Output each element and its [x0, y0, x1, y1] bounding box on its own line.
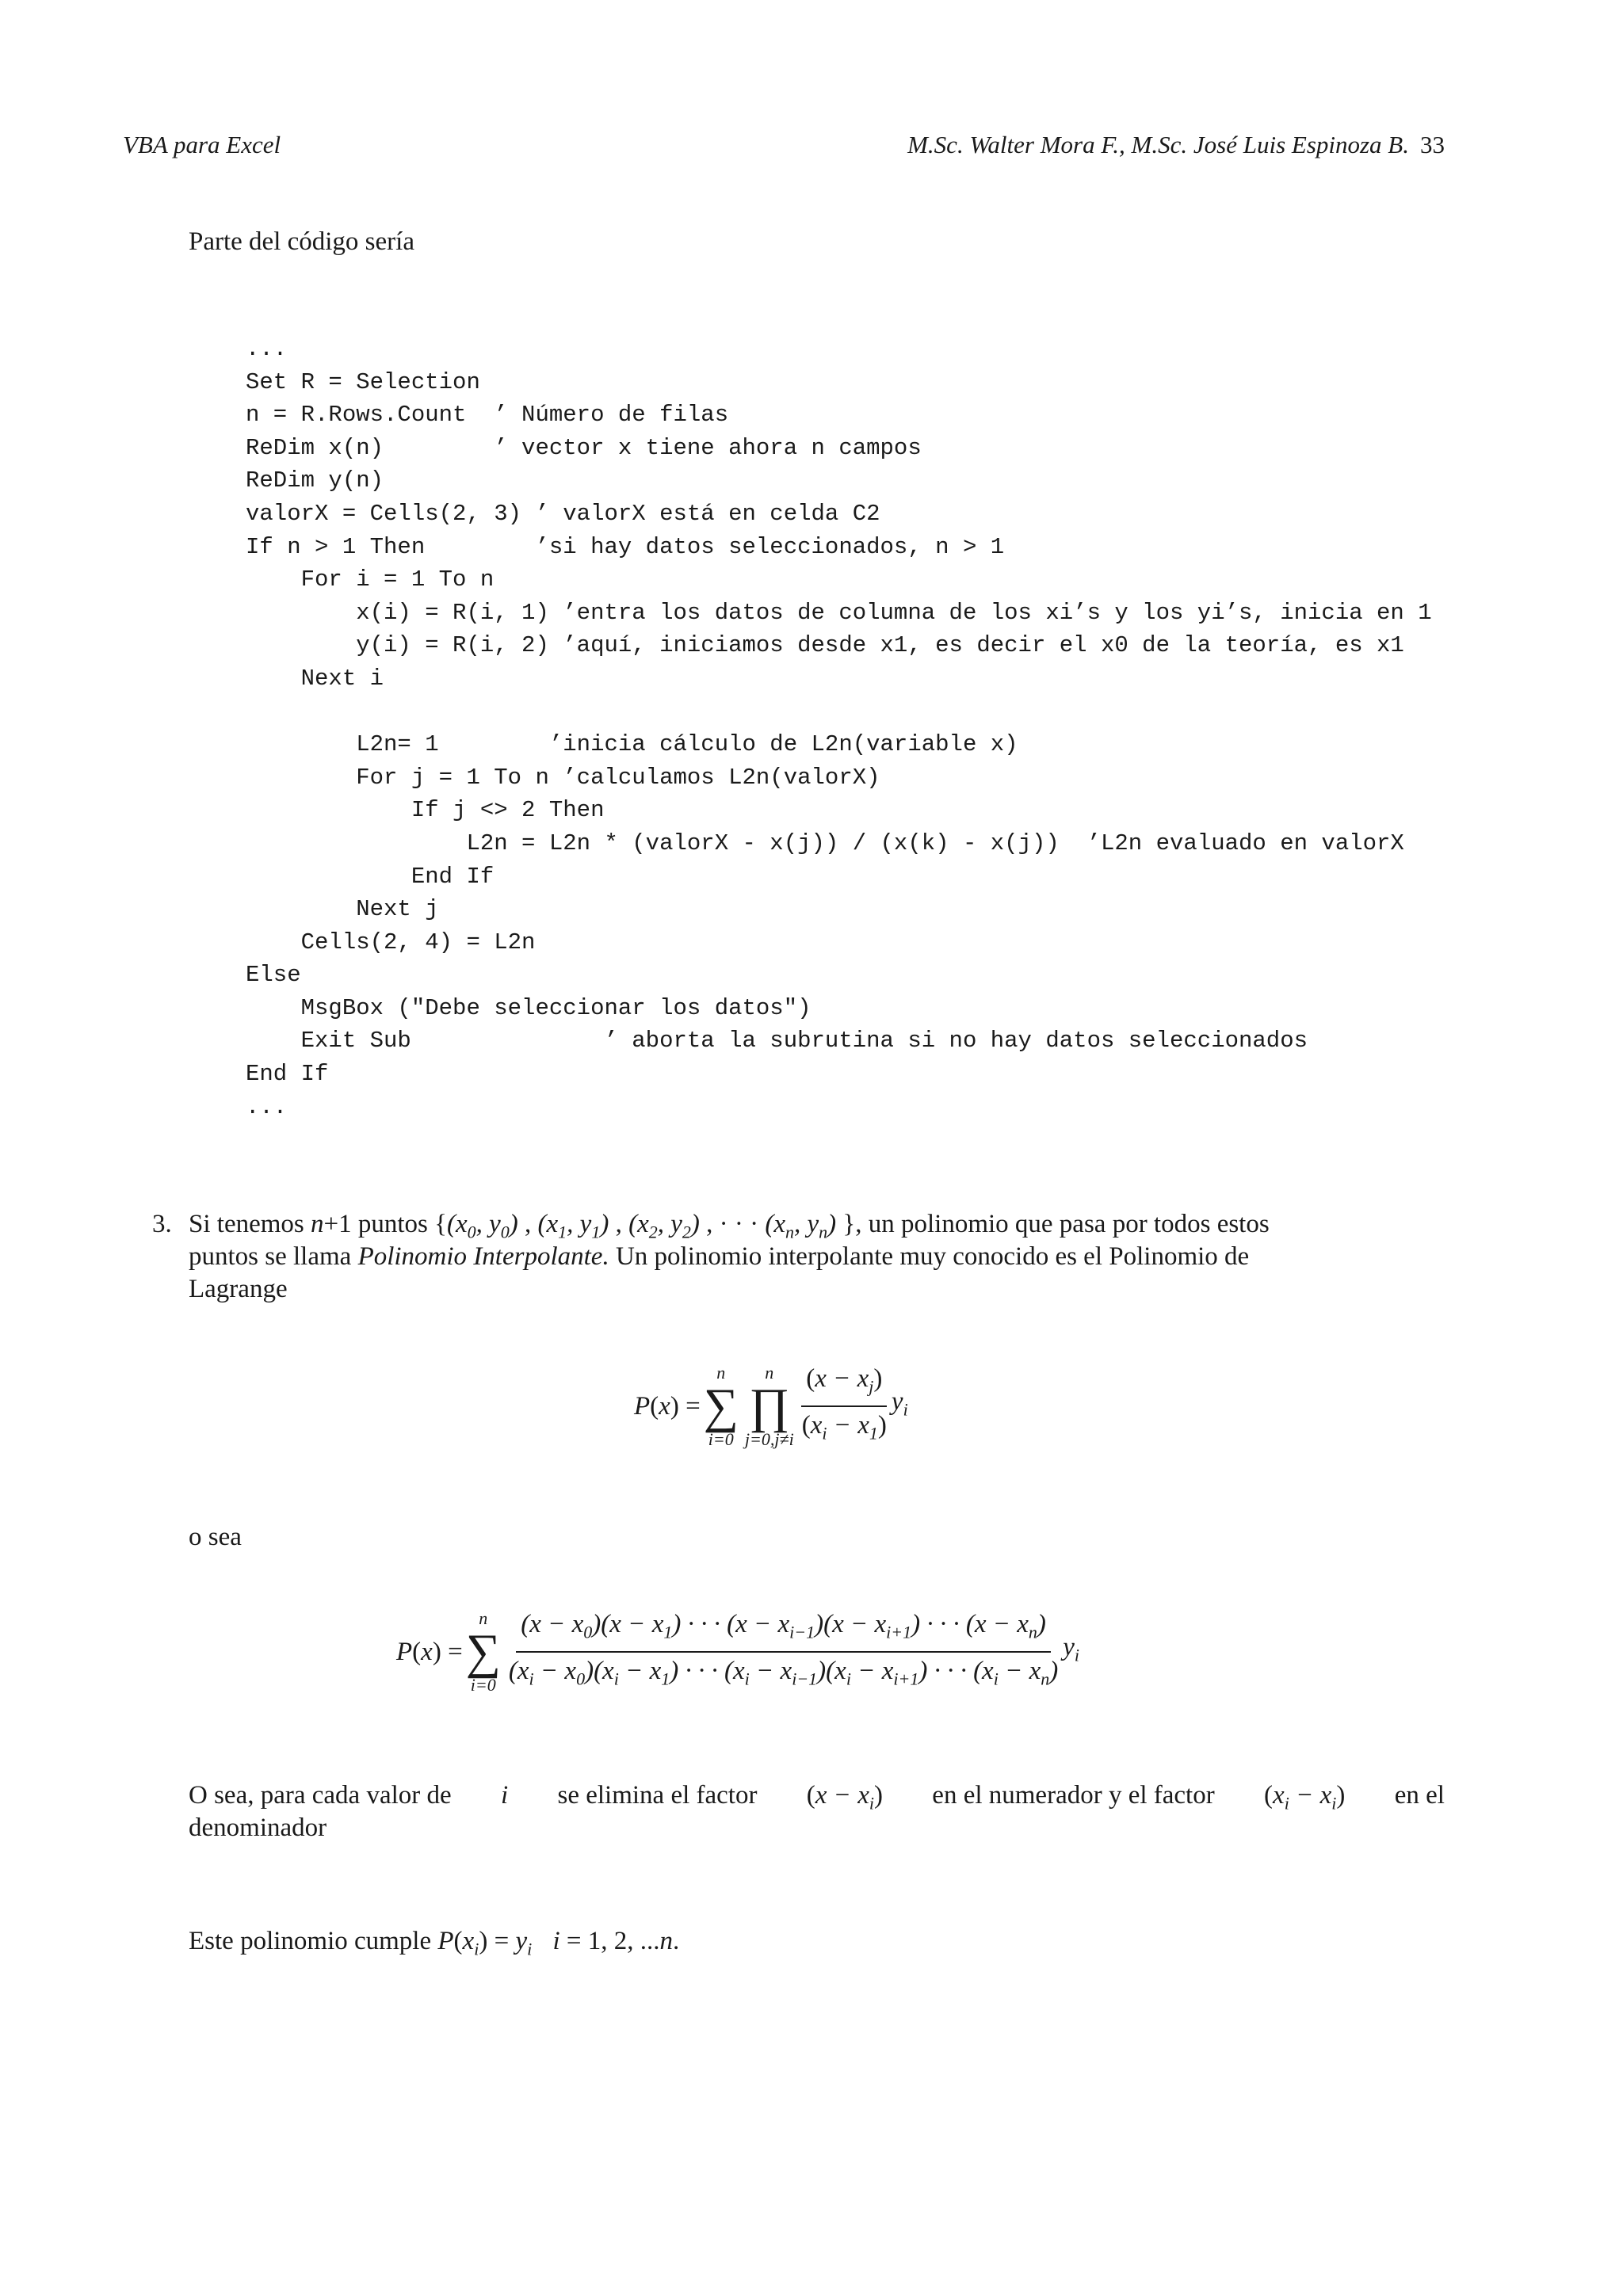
item3-text-a: Si tenemos [189, 1210, 304, 1238]
code-line: ... [246, 1093, 288, 1120]
code-line: Else [246, 962, 301, 989]
sigma-symbol-2: ∑ [465, 1624, 501, 1679]
term-polinomio-interpolante: Polinomio Interpolante. [357, 1242, 609, 1271]
item3-line2-b: Un polinomio interpolante muy conocido es el Polinomio de [615, 1242, 1250, 1271]
item3-text-c: , un polinomio que pasa por todos estos [855, 1210, 1270, 1238]
points-set: {($x_0$, $y_0$) , ($x_1$, $y_1$) , ($x_2$, $y_2$) , · · · ($x_n$, $y_n$) } [434, 1210, 856, 1242]
sum2-lower-limit: i=0 [470, 1674, 496, 1695]
summation-operator-2 [466, 1609, 501, 1695]
code-line: ... [246, 336, 288, 362]
code-line: For j = 1 To n ’calculamos L2n(valorX) [246, 764, 880, 791]
sigma-symbol: ∑ [703, 1379, 739, 1433]
closing-a: Este polinomio cumple [189, 1927, 432, 1955]
closing-sentence [189, 1925, 679, 1966]
item3-line2-a: puntos se llama [189, 1242, 352, 1271]
code-line: L2n= 1 ’inicia cálculo de L2n(variable x) [246, 731, 1018, 758]
code-line: Exit Sub ’ aborta la subrutina si no hay datos seleccionados [246, 1028, 1308, 1055]
code-line: For i = 1 To n [246, 566, 495, 593]
explanation-c: en el numerador y el factor [932, 1781, 1215, 1810]
formula2-denominator: $(x_i - x_0)(x_i - x_1)$ · · · $(x_i - x_{i-1})(x_i - x_{i+1})$ · · · $(x_i - x_n)$ [508, 1656, 1059, 1689]
item3-line2 [189, 1241, 1249, 1272]
sum2-upper-limit: n [479, 1608, 488, 1628]
closing-range: i = 1, 2, ...n. [552, 1927, 680, 1955]
item3-text-b: puntos [357, 1210, 428, 1238]
code-line: End If [246, 1061, 329, 1088]
formula1-lhs: P(x) = [634, 1391, 701, 1421]
code-line: End If [246, 863, 495, 890]
prod-upper-limit: n [765, 1362, 774, 1383]
code-line: If j <> 2 Then [246, 797, 605, 824]
lagrange-formula [634, 1363, 908, 1449]
code-line: valorX = Cells(2, 3) ’ valorX está en celda C2 [246, 500, 880, 527]
explanation-line1 [189, 1779, 1445, 1820]
pi-symbol: ∏ [749, 1379, 790, 1433]
o-sea-text: o sea [189, 1523, 242, 1551]
code-line: y(i) = R(i, 2) ’aquí, iniciamos desde x1, es decir el x0 de la teoría, es x1 [246, 632, 1404, 659]
running-header-authors [907, 129, 1445, 161]
formula1-fraction [797, 1363, 892, 1449]
expanded-lagrange-formula [396, 1608, 1079, 1695]
closing-equation: $P(x_i) = y_i$ [437, 1927, 533, 1959]
n-plus-1: n+1 [311, 1210, 352, 1238]
code-block [246, 333, 1432, 1123]
formula2-factor: $y_i$ [1063, 1633, 1080, 1665]
code-line: Next j [246, 896, 439, 923]
running-header-title: VBA para Excel [123, 131, 281, 158]
code-line: ReDim x(n) ’ vector x tiene ahora n campos [246, 434, 922, 461]
formula2-lhs: P(x) = [396, 1637, 463, 1666]
list-number: 3. [152, 1210, 172, 1238]
formula1-factor: $y_i$ [891, 1387, 908, 1420]
explanation-a: O sea, para cada valor de [189, 1781, 452, 1810]
code-line: Cells(2, 4) = L2n [246, 929, 536, 955]
code-line [246, 696, 1432, 729]
factor-denominator: $(x_i - x_i)$ [1264, 1781, 1346, 1814]
item3-line3: Lagrange [189, 1275, 288, 1303]
formula2-numerator: $(x - x_0)(x - x_1)$ · · · $(x - x_{i-1})(x - x_{i+1})$ · · · $(x - x_n)$ [516, 1608, 1051, 1653]
formula1-denominator: $(x_i - x_1)$ [801, 1410, 887, 1444]
code-line: L2n = L2n * (valorX - x(j)) / (x(k) - x(j)) ’L2n evaluado en valorX [246, 830, 1404, 856]
summation-operator [704, 1363, 739, 1449]
sum-lower-limit: i=0 [708, 1428, 734, 1449]
header-authors: M.Sc. Walter Mora F., M.Sc. José Luis Espinoza B. [907, 131, 1409, 158]
explanation-b: se elimina el factor [557, 1781, 758, 1810]
code-line: ReDim y(n) [246, 467, 384, 494]
prod-lower-limit: j=0,j≠i [744, 1428, 794, 1449]
explanation-i: i [500, 1781, 509, 1810]
code-line: n = R.Rows.Count ’ Número de filas [246, 402, 729, 429]
code-line: Set R = Selection [246, 368, 480, 395]
sum-upper-limit: n [716, 1362, 726, 1383]
code-line: x(i) = R(i, 1) ’entra los datos de columna de los xi’s y los yi’s, inicia en 1 [246, 599, 1432, 626]
explanation-d: en el [1394, 1781, 1445, 1810]
explanation-line2: denominador [189, 1814, 327, 1842]
formula2-fraction [504, 1608, 1063, 1695]
factor-numerator: $(x - x_i)$ [806, 1781, 883, 1814]
intro-paragraph: Parte del código sería [189, 227, 414, 256]
code-line: MsgBox ("Debe seleccionar los datos") [246, 994, 812, 1021]
code-line: Next i [246, 665, 384, 692]
product-operator [745, 1363, 794, 1449]
formula1-numerator: $(x - x_j)$ [801, 1363, 887, 1407]
page-number: 33 [1420, 131, 1445, 158]
code-line: If n > 1 Then ’si hay datos seleccionados, n > 1 [246, 533, 1005, 560]
